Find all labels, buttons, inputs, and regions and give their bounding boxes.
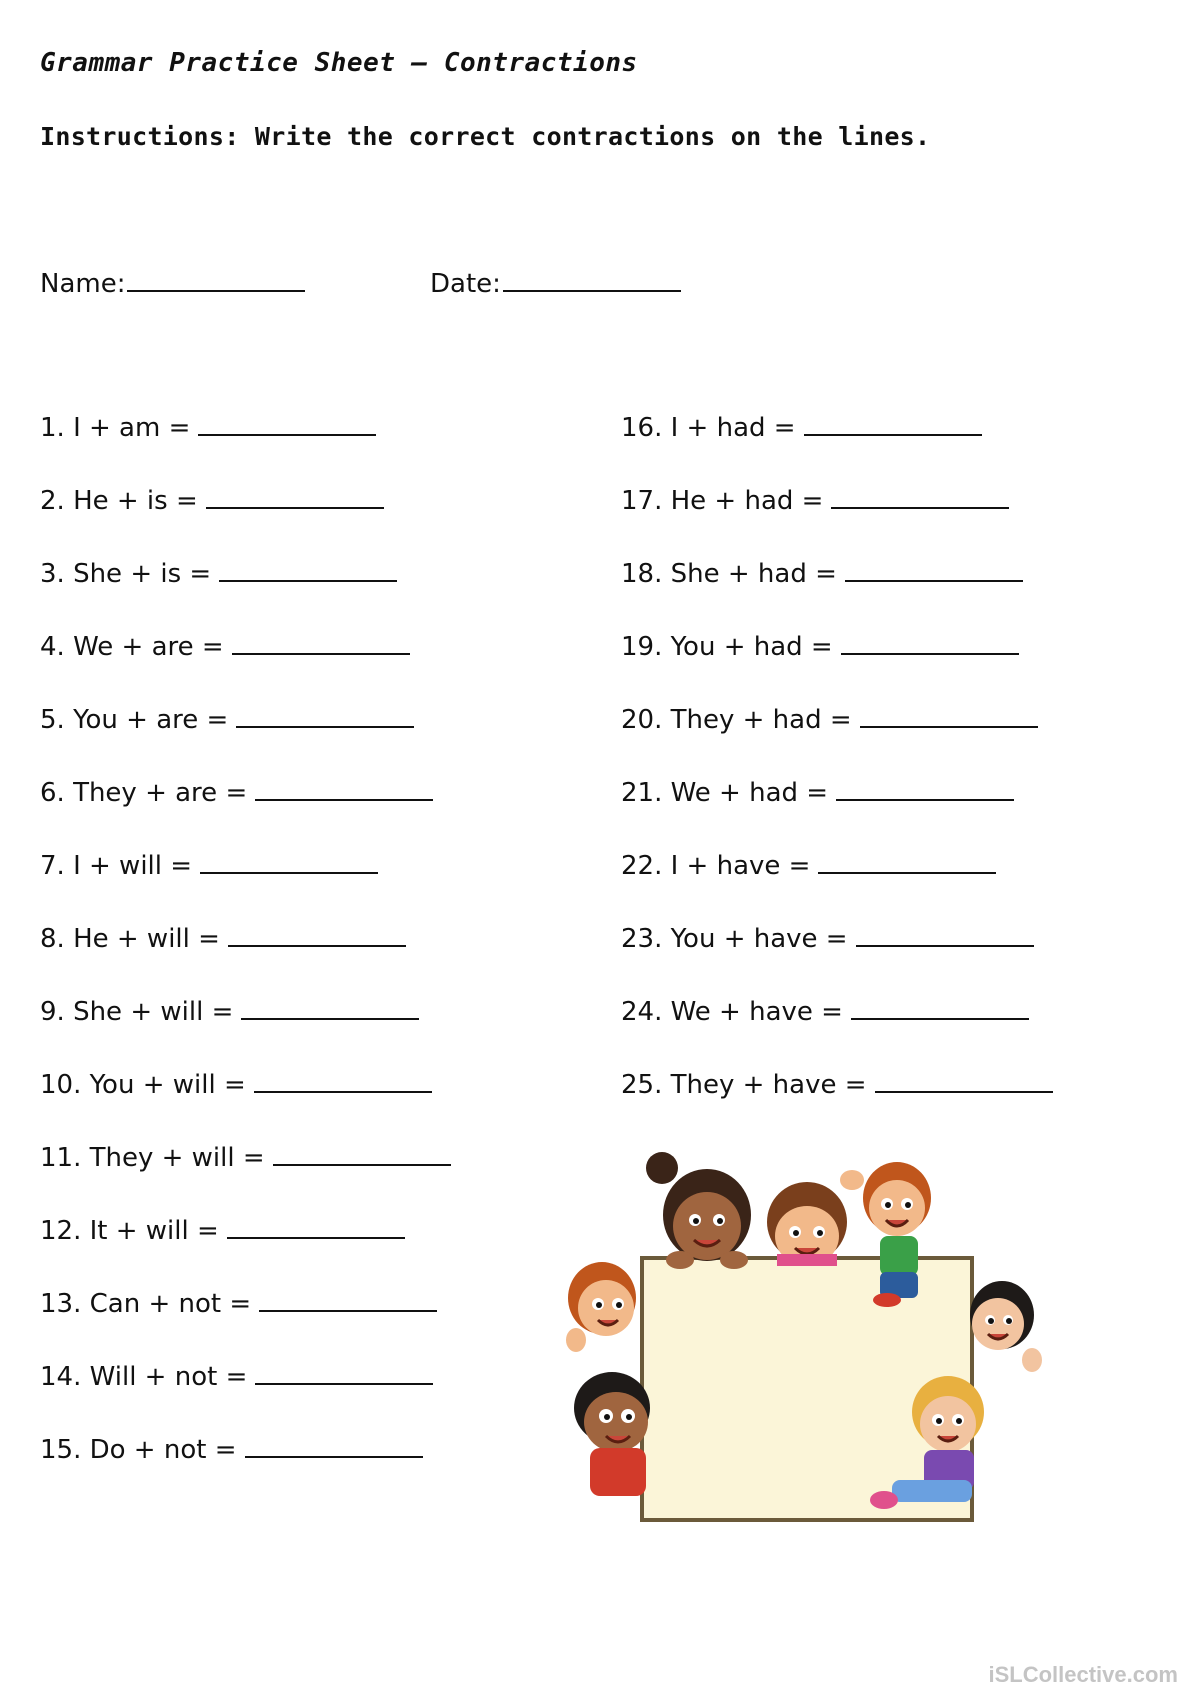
exercise-prompt: 22. I + have = [621,851,811,881]
answer-line[interactable] [219,558,397,582]
exercise-item-6 [40,777,433,808]
exercise-prompt: 7. I + will = [40,851,193,881]
answer-line[interactable] [228,923,406,947]
exercise-prompt: 13. Can + not = [40,1289,252,1319]
exercise-item-13 [40,1288,437,1319]
exercise-prompt: 23. You + have = [621,924,848,954]
answer-line[interactable] [200,850,378,874]
answer-line[interactable] [259,1288,437,1312]
exercise-item-1 [40,412,376,443]
exercise-item-25 [621,1069,1053,1100]
exercise-prompt: 10. You + will = [40,1070,246,1100]
exercise-item-20 [621,704,1038,735]
answer-line[interactable] [245,1434,423,1458]
exercise-item-7 [40,850,378,881]
answer-line[interactable] [255,1361,433,1385]
answer-line[interactable] [236,704,414,728]
exercise-prompt: 8. He + will = [40,924,220,954]
exercise-item-18 [621,558,1023,589]
answer-line[interactable] [206,485,384,509]
exercise-prompt: 11. They + will = [40,1143,265,1173]
answer-line[interactable] [845,558,1023,582]
page-title: Grammar Practice Sheet – Contractions [40,48,638,78]
exercise-prompt: 4. We + are = [40,632,224,662]
kid-girl-right-icon [970,1281,1042,1372]
exercise-item-2 [40,485,384,516]
kid-boy-left-icon [566,1262,636,1352]
name-label: Name: [40,269,126,299]
exercise-item-12 [40,1215,405,1246]
exercise-prompt: 3. She + is = [40,559,212,589]
exercise-item-8 [40,923,406,954]
watermark: iSLCollective.com [988,1662,1178,1687]
instructions: Instructions: Write the correct contractions on the lines. [40,122,931,151]
exercise-item-3 [40,558,397,589]
exercise-prompt: 14. Will + not = [40,1362,248,1392]
name-line[interactable] [127,268,305,292]
exercise-prompt: 25. They + have = [621,1070,867,1100]
answer-line[interactable] [841,631,1019,655]
exercise-prompt: 21. We + had = [621,778,829,808]
answer-line[interactable] [273,1142,451,1166]
exercise-item-21 [621,777,1014,808]
exercise-item-11 [40,1142,451,1173]
kid-boy-bottom-left-icon [574,1372,650,1496]
exercise-prompt: 19. You + had = [621,632,833,662]
exercise-item-22 [621,850,996,881]
answer-line[interactable] [254,1069,432,1093]
answer-line[interactable] [875,1069,1053,1093]
exercise-prompt: 6. They + are = [40,778,248,808]
kid-boy-center-icon [767,1182,847,1266]
exercise-prompt: 1. I + am = [40,413,191,443]
answer-line[interactable] [818,850,996,874]
date-line[interactable] [503,268,681,292]
exercise-prompt: 9. She + will = [40,997,234,1027]
exercise-prompt: 2. He + is = [40,486,198,516]
exercise-item-15 [40,1434,423,1465]
date-label: Date: [430,269,501,299]
name-field[interactable] [40,268,305,299]
answer-line[interactable] [836,777,1014,801]
exercise-prompt: 16. I + had = [621,413,796,443]
answer-line[interactable] [232,631,410,655]
date-field[interactable] [430,268,681,299]
exercise-prompt: 5. You + are = [40,705,229,735]
answer-line[interactable] [851,996,1029,1020]
exercise-prompt: 18. She + had = [621,559,837,589]
exercise-item-17 [621,485,1009,516]
answer-line[interactable] [860,704,1038,728]
exercise-item-19 [621,631,1019,662]
answer-line[interactable] [198,412,376,436]
exercise-prompt: 17. He + had = [621,486,824,516]
kids-holding-board-illustration [562,1140,1052,1540]
exercise-item-9 [40,996,419,1027]
exercise-item-10 [40,1069,432,1100]
exercise-item-14 [40,1361,433,1392]
exercise-prompt: 15. Do + not = [40,1435,237,1465]
exercise-prompt: 24. We + have = [621,997,843,1027]
exercise-item-5 [40,704,414,735]
exercise-item-23 [621,923,1034,954]
answer-line[interactable] [227,1215,405,1239]
exercise-prompt: 12. It + will = [40,1216,219,1246]
answer-line[interactable] [255,777,433,801]
exercise-item-24 [621,996,1029,1027]
answer-line[interactable] [804,412,982,436]
answer-line[interactable] [241,996,419,1020]
exercise-item-4 [40,631,410,662]
answer-line[interactable] [831,485,1009,509]
exercise-item-16 [621,412,982,443]
exercise-prompt: 20. They + had = [621,705,852,735]
kid-girl-bun-icon [646,1152,751,1269]
answer-line[interactable] [856,923,1034,947]
